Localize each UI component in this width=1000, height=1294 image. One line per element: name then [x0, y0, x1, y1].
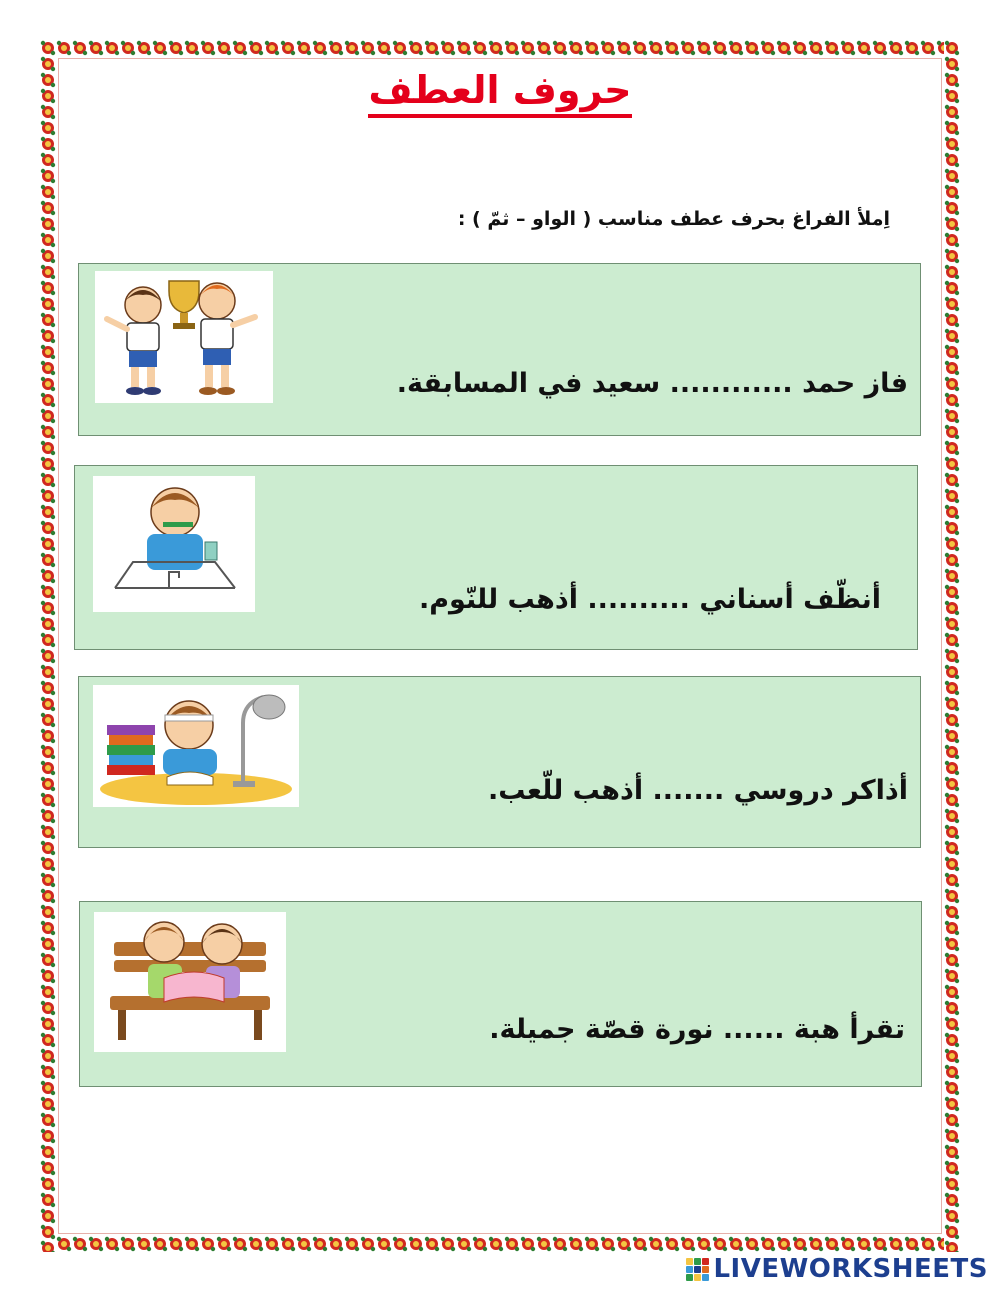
sentence-2: أنظّف أسناني .......... أذهب للنّوم. [418, 584, 881, 615]
sentence-3: أذاكر دروسي ....... أذهب للّعب. [488, 775, 908, 806]
logo-grid-icon [686, 1258, 709, 1281]
border-right [944, 40, 960, 1252]
border-top [40, 40, 960, 56]
sentence-1: فاز حمد ............ سعيد في المسابقة. [396, 368, 908, 399]
instruction-text: اِملأ الفراغ بحرف عطف مناسب ( الواو – ثمّ ) : [457, 208, 890, 230]
boy-brushing-teeth-image [93, 476, 255, 612]
two-boys-trophy-image [95, 271, 273, 403]
page-title: حروف العطف [0, 68, 1000, 112]
sentence-4: تقرأ هبة ...... نورة قصّة جميلة. [489, 1014, 905, 1045]
girls-reading-bench-image [94, 912, 286, 1052]
border-bottom [40, 1236, 960, 1252]
exercise-card-2 [74, 465, 918, 650]
exercise-card-1 [78, 263, 921, 436]
border-left [40, 40, 56, 1252]
boy-studying-books-image [93, 685, 299, 807]
exercise-card-3 [78, 676, 921, 848]
brand-name: LIVEWORKSHEETS [713, 1254, 988, 1284]
exercise-card-4 [79, 901, 922, 1087]
liveworksheets-logo [686, 1254, 988, 1284]
